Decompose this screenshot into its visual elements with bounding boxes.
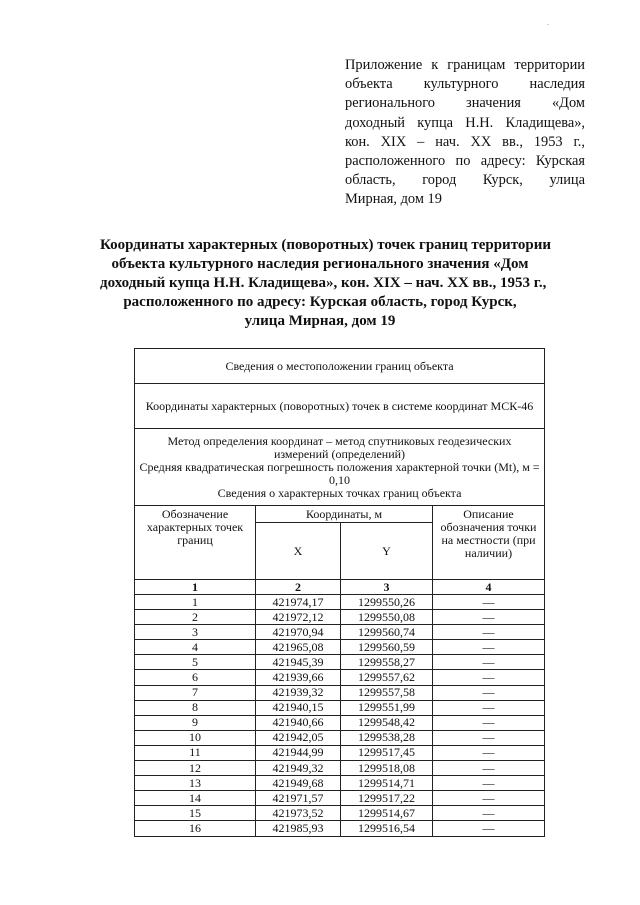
table-row <box>135 730 545 745</box>
table-row <box>135 685 545 700</box>
y-coordinate-cell: 1299516,54 <box>341 821 433 836</box>
x-header: X <box>256 523 341 580</box>
appendix-note <box>345 56 585 210</box>
x-coordinate-cell: 421973,52 <box>256 806 341 821</box>
y-coordinate-cell: 1299557,62 <box>341 670 433 685</box>
x-coordinate-cell: 421985,93 <box>256 821 341 836</box>
method-block <box>135 429 545 506</box>
description-cell: — <box>433 625 545 640</box>
point-number-cell: 4 <box>135 640 256 655</box>
x-coordinate-cell: 421942,05 <box>256 730 341 745</box>
table-row <box>135 715 545 730</box>
table-row <box>135 791 545 806</box>
description-cell: — <box>433 595 545 610</box>
y-coordinate-cell: 1299517,22 <box>341 791 433 806</box>
appendix-line: доходный купца Н.Н. Кладищева», <box>345 114 585 131</box>
point-number-cell: 3 <box>135 625 256 640</box>
corner-mark: . <box>547 18 549 27</box>
designation-header: Обозначение характерных точек границ <box>135 506 256 580</box>
document-title <box>100 236 551 331</box>
x-coordinate-cell: 421939,66 <box>256 670 341 685</box>
description-cell: — <box>433 776 545 791</box>
appendix-line: Мирная, дом 19 <box>345 191 442 208</box>
point-number-cell: 10 <box>135 730 256 745</box>
x-coordinate-cell: 421972,12 <box>256 610 341 625</box>
column-number: 4 <box>433 580 545 595</box>
coord-system-header: Координаты характерных (поворотных) точек в системе координат МСК-46 <box>135 384 545 429</box>
description-cell: — <box>433 715 545 730</box>
y-coordinate-cell: 1299514,71 <box>341 776 433 791</box>
y-coordinate-cell: 1299548,42 <box>341 715 433 730</box>
table-row <box>135 761 545 776</box>
x-coordinate-cell: 421970,94 <box>256 625 341 640</box>
x-coordinate-cell: 421971,57 <box>256 791 341 806</box>
point-number-cell: 2 <box>135 610 256 625</box>
accuracy-text: Средняя квадратическая погрешность положения характерной точки (Mt), м = 0,10 <box>139 459 540 487</box>
point-number-cell: 13 <box>135 776 256 791</box>
description-header <box>433 506 545 580</box>
method-text: Метод определения координат – метод спутниковых геодезических измерений (определений) <box>167 433 512 461</box>
y-coordinate-cell: 1299551,99 <box>341 700 433 715</box>
x-coordinate-cell: 421939,32 <box>256 685 341 700</box>
description-cell: — <box>433 745 545 760</box>
description-cell: — <box>433 806 545 821</box>
x-coordinate-cell: 421949,32 <box>256 761 341 776</box>
table-row <box>135 821 545 836</box>
table-row <box>135 745 545 760</box>
x-coordinate-cell: 421940,66 <box>256 715 341 730</box>
x-coordinate-cell: 421965,08 <box>256 640 341 655</box>
description-cell: — <box>433 791 545 806</box>
x-coordinate-cell: 421949,68 <box>256 776 341 791</box>
description-cell: — <box>433 700 545 715</box>
point-number-cell: 6 <box>135 670 256 685</box>
point-number-cell: 1 <box>135 595 256 610</box>
description-cell: — <box>433 655 545 670</box>
description-cell: — <box>433 610 545 625</box>
point-number-cell: 7 <box>135 685 256 700</box>
column-number: 2 <box>256 580 341 595</box>
description-cell: — <box>433 821 545 836</box>
description-header-text: Описание обозначения точки на местности (при наличии) <box>440 507 537 560</box>
table-row <box>135 625 545 640</box>
appendix-line: расположенного по адресу: Курская <box>345 152 585 169</box>
coordinates-table <box>134 348 545 837</box>
y-coordinate-cell: 1299560,59 <box>341 640 433 655</box>
coordinates-header: Координаты, м <box>256 506 433 523</box>
point-number-cell: 15 <box>135 806 256 821</box>
column-number: 3 <box>341 580 433 595</box>
title-line: расположенного по адресу: Курская область, город Курск, <box>123 294 517 310</box>
title-line: объекта культурного наследия регионального значения «Дом <box>111 256 529 272</box>
description-cell: — <box>433 685 545 700</box>
title-line: Координаты характерных (поворотных) точек границ территории <box>100 237 551 253</box>
description-cell: — <box>433 670 545 685</box>
point-number-cell: 8 <box>135 700 256 715</box>
table-row <box>135 700 545 715</box>
table-row <box>135 776 545 791</box>
appendix-line: область, город Курск, улица <box>345 172 585 189</box>
x-coordinate-cell: 421944,99 <box>256 745 341 760</box>
table-row <box>135 670 545 685</box>
y-coordinate-cell: 1299538,28 <box>341 730 433 745</box>
description-cell: — <box>433 730 545 745</box>
title-line: улица Мирная, дом 19 <box>244 313 396 329</box>
point-number-cell: 5 <box>135 655 256 670</box>
y-coordinate-cell: 1299518,08 <box>341 761 433 776</box>
table-row <box>135 610 545 625</box>
y-coordinate-cell: 1299557,58 <box>341 685 433 700</box>
y-coordinate-cell: 1299550,26 <box>341 595 433 610</box>
point-number-cell: 12 <box>135 761 256 776</box>
column-number: 1 <box>135 580 256 595</box>
points-section-title: Сведения о характерных точках границ объекта <box>217 485 462 500</box>
x-coordinate-cell: 421945,39 <box>256 655 341 670</box>
title-line: доходный купца Н.Н. Кладищева», кон. XIX – нач. XX вв., 1953 г., <box>100 275 547 291</box>
y-coordinate-cell: 1299560,74 <box>341 625 433 640</box>
y-coordinate-cell: 1299517,45 <box>341 745 433 760</box>
table-row <box>135 806 545 821</box>
appendix-line: объекта культурного наследия <box>345 76 585 93</box>
y-coordinate-cell: 1299558,27 <box>341 655 433 670</box>
point-number-cell: 14 <box>135 791 256 806</box>
appendix-line: Приложение к границам территории <box>345 57 585 73</box>
appendix-line: кон. XIX – нач. XX вв., 1953 г., <box>345 133 585 150</box>
y-header: Y <box>341 523 433 580</box>
description-cell: — <box>433 640 545 655</box>
table-row <box>135 595 545 610</box>
x-coordinate-cell: 421940,15 <box>256 700 341 715</box>
description-cell: — <box>433 761 545 776</box>
table-row <box>135 640 545 655</box>
point-number-cell: 9 <box>135 715 256 730</box>
y-coordinate-cell: 1299550,08 <box>341 610 433 625</box>
point-number-cell: 16 <box>135 821 256 836</box>
table-row <box>135 655 545 670</box>
appendix-line: регионального значения «Дом <box>345 95 585 112</box>
point-number-cell: 11 <box>135 745 256 760</box>
section-location-header: Сведения о местоположении границ объекта <box>135 349 545 384</box>
x-coordinate-cell: 421974,17 <box>256 595 341 610</box>
y-coordinate-cell: 1299514,67 <box>341 806 433 821</box>
